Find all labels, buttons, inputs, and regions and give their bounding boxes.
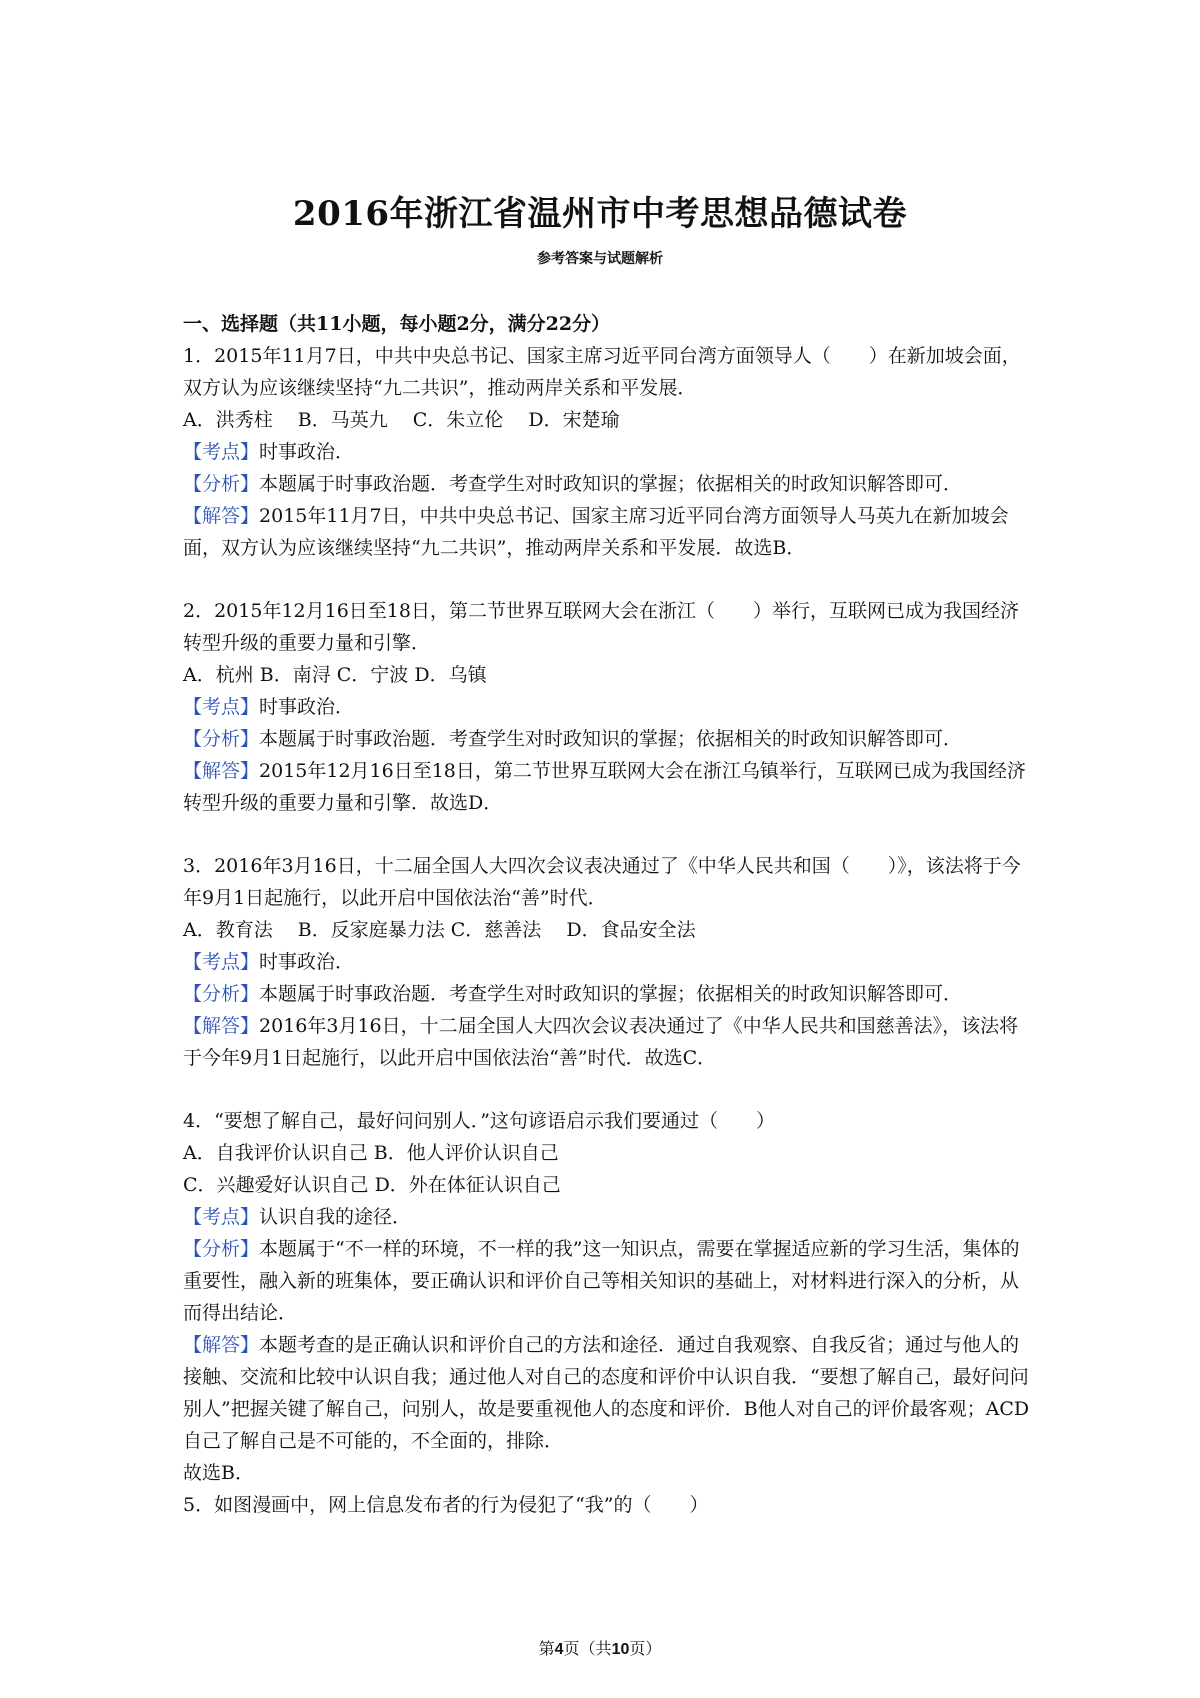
- question-text: 5．如图漫画中，网上信息发布者的行为侵犯了“我”的（ ）: [183, 1494, 709, 1516]
- page-content: [183, 308, 1033, 1521]
- fenxi-line: [183, 723, 1033, 755]
- options: [183, 659, 1033, 691]
- question-text: 2．2015年12月16日至18日，第二节世界互联网大会在浙江（ ）举行，互联网已成为我国经济转型升级的重要力量和引擎．: [183, 600, 1019, 654]
- footer-page-number: 4: [554, 1641, 564, 1658]
- kaodian-text: 时事政治．: [259, 696, 355, 718]
- page-title: 2016年浙江省温州市中考思想品德试卷: [292, 194, 908, 234]
- jieda-text: 2016年3月16日，十二届全国人大四次会议表决通过了《中华人民共和国慈善法》，该法将于今年9月1日起施行，以此开启中国依法治“善”时代．故选C．: [183, 1015, 1019, 1069]
- jieda-line: [183, 1329, 1033, 1457]
- question-list: [183, 340, 1033, 1489]
- jieda-line: [183, 755, 1033, 819]
- footer-total-pages: 10: [611, 1641, 630, 1658]
- question-1: [183, 340, 1033, 564]
- kaodian-tag: 【考点】: [183, 696, 260, 718]
- kaodian-line: [183, 436, 1033, 468]
- jieda-text: 2015年12月16日至18日，第二节世界互联网大会在浙江乌镇举行，互联网已成为我国经济转型升级的重要力量和引擎．故选D．: [183, 760, 1026, 814]
- question-2: [183, 595, 1033, 819]
- jieda-tag: 【解答】: [183, 1015, 260, 1037]
- fenxi-tag: 【分析】: [183, 1238, 260, 1260]
- footer-suffix: 页）: [629, 1639, 662, 1658]
- jieda-tag: 【解答】: [183, 1334, 260, 1356]
- option-line: A．自我评价认识自己 B．他人评价认识自己: [183, 1142, 559, 1164]
- option-line: A．杭州 B．南浔 C．宁波 D．乌镇: [183, 664, 487, 686]
- jieda-tag: 【解答】: [183, 760, 260, 782]
- fenxi-text: 本题属于时事政治题．考查学生对时政知识的掌握；依据相关的时政知识解答即可．: [259, 473, 963, 495]
- fenxi-line: [183, 1233, 1033, 1329]
- option-line: A．洪秀柱 B．马英九 C．朱立伦 D．宋楚瑜: [183, 409, 620, 431]
- fenxi-text: 本题属于“不一样的环境，不一样的我”这一知识点，需要在掌握适应新的学习生活，集体的重要性，融入新的班集体，要正确认识和评价自己等相关知识的基础上，对材料进行深入的分析，从而得出结论．: [183, 1238, 1020, 1324]
- options: [183, 404, 1033, 436]
- kaodian-line: [183, 946, 1033, 978]
- kaodian-text: 时事政治．: [259, 441, 355, 463]
- footer-middle: 页（共: [563, 1639, 612, 1658]
- kaodian-tag: 【考点】: [183, 1206, 260, 1228]
- kaodian-line: [183, 691, 1033, 723]
- question-text: 1．2015年11月7日，中共中央总书记、国家主席习近平同台湾方面领导人（ ）在新加坡会面，双方认为应该继续坚持“九二共识”，推动两岸关系和平发展．: [183, 345, 1021, 399]
- options: [183, 914, 1033, 946]
- fenxi-line: [183, 978, 1033, 1010]
- footer-prefix: 第: [538, 1639, 555, 1658]
- option-line: A．教育法 B．反家庭暴力法 C．慈善法 D．食品安全法: [183, 919, 696, 941]
- fenxi-tag: 【分析】: [183, 983, 260, 1005]
- fenxi-text: 本题属于时事政治题．考查学生对时政知识的掌握；依据相关的时政知识解答即可．: [259, 728, 963, 750]
- section-heading: 一、选择题（共11小题，每小题2分，满分22分）: [183, 313, 611, 335]
- question-text: 4．“要想了解自己，最好问问别人．”这句谚语启示我们要通过（ ）: [183, 1110, 776, 1132]
- kaodian-line: [183, 1201, 1033, 1233]
- fenxi-tag: 【分析】: [183, 728, 260, 750]
- fenxi-tag: 【分析】: [183, 473, 260, 495]
- jieda-text: 本题考查的是正确认识和评价自己的方法和途径．通过自我观察、自我反省；通过与他人的接触、交流和比较中认识自我；通过他人对自己的态度和评价中认识自我．“要想了解自己，最好问问别人”把握关键了解自己，问别人，故是要重视他人的态度和评价．B他人对自己的评价最客观；ACD自己了解自己是不可能的，不全面的，排除．: [183, 1334, 1030, 1452]
- jieda-tag: 【解答】: [183, 505, 260, 527]
- kaodian-text: 时事政治．: [259, 951, 355, 973]
- kaodian-tag: 【考点】: [183, 441, 260, 463]
- question-4: [183, 1105, 1033, 1489]
- kaodian-tag: 【考点】: [183, 951, 260, 973]
- fenxi-text: 本题属于时事政治题．考查学生对时政知识的掌握；依据相关的时政知识解答即可．: [259, 983, 963, 1005]
- page-footer: [0, 1636, 1200, 1659]
- options: [183, 1137, 1033, 1201]
- question-5: [183, 1489, 1033, 1521]
- page-subtitle: 参考答案与试题解析: [537, 251, 663, 267]
- option-line: C．兴趣爱好认识自己 D．外在体征认识自己: [183, 1174, 561, 1196]
- jieda-line: [183, 1010, 1033, 1074]
- fenxi-line: [183, 468, 1033, 500]
- question-text: 3．2016年3月16日，十二届全国人大四次会议表决通过了《中华人民共和国（ ）》，该法将于今年9月1日起施行，以此开启中国依法治“善”时代．: [183, 855, 1021, 909]
- jieda-line: [183, 500, 1033, 564]
- kaodian-text: 认识自我的途径．: [259, 1206, 412, 1228]
- jieda-text: 2015年11月7日，中共中央总书记、国家主席习近平同台湾方面领导人马英九在新加坡会面，双方认为应该继续坚持“九二共识”，推动两岸关系和平发展．故选B．: [183, 505, 1009, 559]
- question-3: [183, 850, 1033, 1074]
- extra-line: 故选B．: [183, 1462, 254, 1484]
